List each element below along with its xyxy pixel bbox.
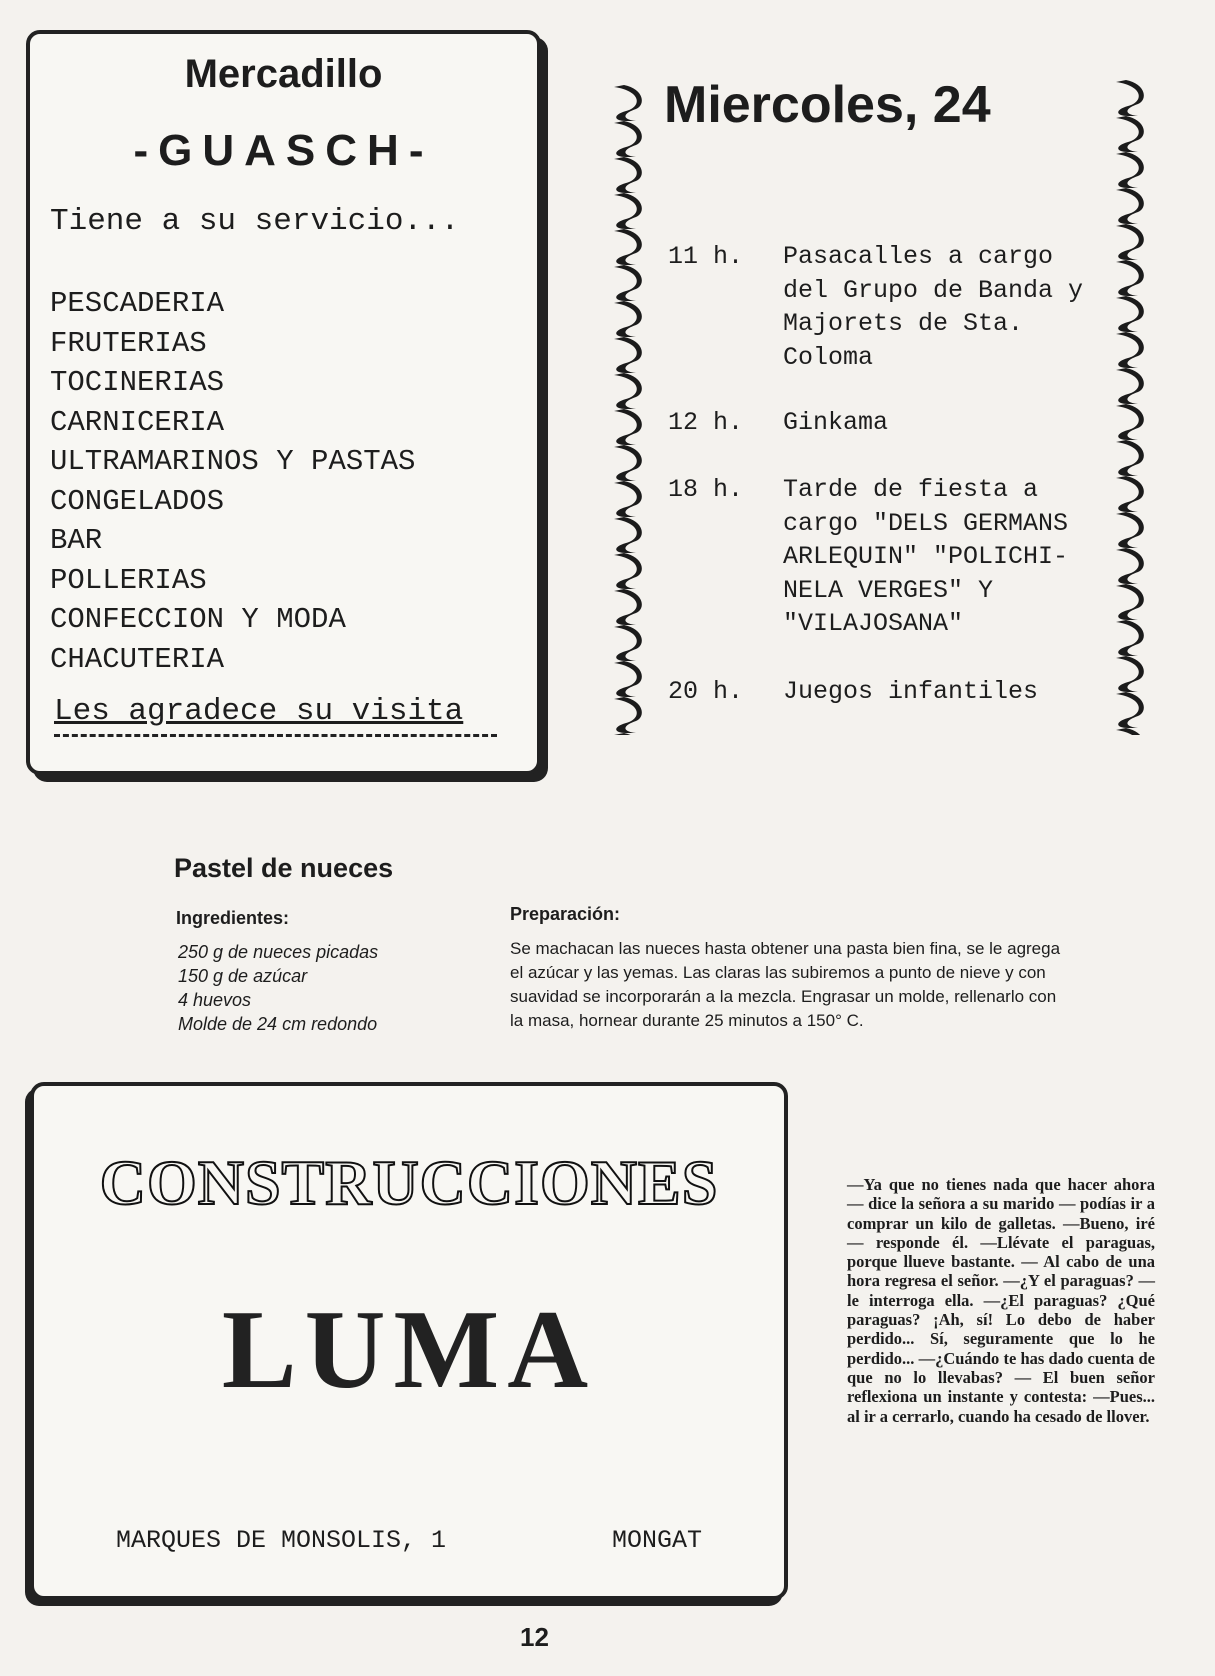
ingredients-label: Ingredientes: [176,908,290,928]
ingredients-list [178,940,378,1036]
rope-border-right-icon [1108,80,1148,735]
rope-border-left-icon [606,85,646,735]
service-item: POLLERIAS [50,563,207,597]
page-number: 12 [520,1622,549,1652]
event-description: Tarde de fiesta a cargo "DELS GERMANS ARLEQUIN" "POLICHI- NELA VERGES" Y "VILAJOSANA" [783,475,1069,638]
event-hour: 11 h. [668,242,744,271]
mercadillo-intro: Tiene a su servicio... [50,204,460,239]
recipe-title: Pastel de nueces [174,853,394,883]
service-item: FRUTERIAS [50,326,207,360]
preparation-label: Preparación: [510,904,621,924]
schedule-event [668,473,1113,641]
event-hour: 12 h. [668,408,744,437]
event-hour: 20 h. [668,677,744,706]
luma-ad [30,1082,788,1600]
ingredient-item: 4 huevos [178,990,252,1010]
mercadillo-ad [26,30,541,775]
mercadillo-name: -GUASCH- [133,126,434,175]
joke-text: —Ya que no tienes nada que hacer ahora — dice la señora a su marido — podías ir a comprar un kilo de galletas. —Bueno, iré — responde él. —Llévate el paraguas, porque llueve bastante. — Al cabo de una hora regresa el señor. —¿Y el paraguas? — le interroga ella. —¿El paraguas? ¿Qué paraguas? ¡Ah, sí! Lo debo de haber perdido... Sí, seguramente que lo he perdido... —¿Cuándo te has dado cuenta de que no lo llevabas? — El buen señor reflexiona un instante y contesta: —Pues... al ir a cerrarlo, cuando ha cesado de llover. [847,1175,1155,1426]
service-item: BAR [50,524,103,557]
schedule-event [668,406,1113,440]
service-item: CONGELADOS [50,484,225,518]
luma-address: MARQUES DE MONSOLIS, 1 [116,1526,447,1555]
schedule-event [668,675,1113,709]
schedule-event [668,240,1113,374]
ingredient-item: 150 g de azúcar [178,966,308,986]
mercadillo-closing: Les agradece su visita [54,694,464,729]
luma-brand: LUMA [221,1288,597,1412]
mercadillo-services [50,284,415,679]
service-item: TOCINERIAS [50,366,225,399]
service-item: ULTRAMARINOS Y PASTAS [50,445,416,478]
luma-heading: CONSTRUCCIONES [99,1147,719,1218]
preparation-text: Se machacan las nueces hasta obtener una pasta bien fina, se le agrega el azúcar y las yemas. Las claras las subiremos a punto de nieve y con suavidad se incorporarán a la mezcla. Engrasar un molde, rellenarlo con la masa, hornear durante 25 minutos a 150° C. [510,939,1061,1030]
event-hour: 18 h. [668,475,744,504]
luma-city: MONGAT [612,1526,703,1555]
service-item: CONFECCION Y MODA [50,603,346,636]
service-item: CHACUTERIA [50,642,225,676]
ingredient-item: Molde de 24 cm redondo [178,1014,378,1034]
event-description: Ginkama [783,408,889,437]
service-item: CARNICERIA [50,405,225,439]
dashed-underline [54,734,497,737]
event-description: Juegos infantiles [783,677,1039,706]
service-item: PESCADERIA [50,287,225,320]
schedule-day-heading: Miercoles, 24 [664,76,991,134]
mercadillo-title: Mercadillo [184,52,383,96]
event-description: Pasacalles a cargo del Grupo de Banda y Majorets de Sta. Coloma [783,242,1084,372]
ingredient-item: 250 g de nueces picadas [178,942,379,962]
